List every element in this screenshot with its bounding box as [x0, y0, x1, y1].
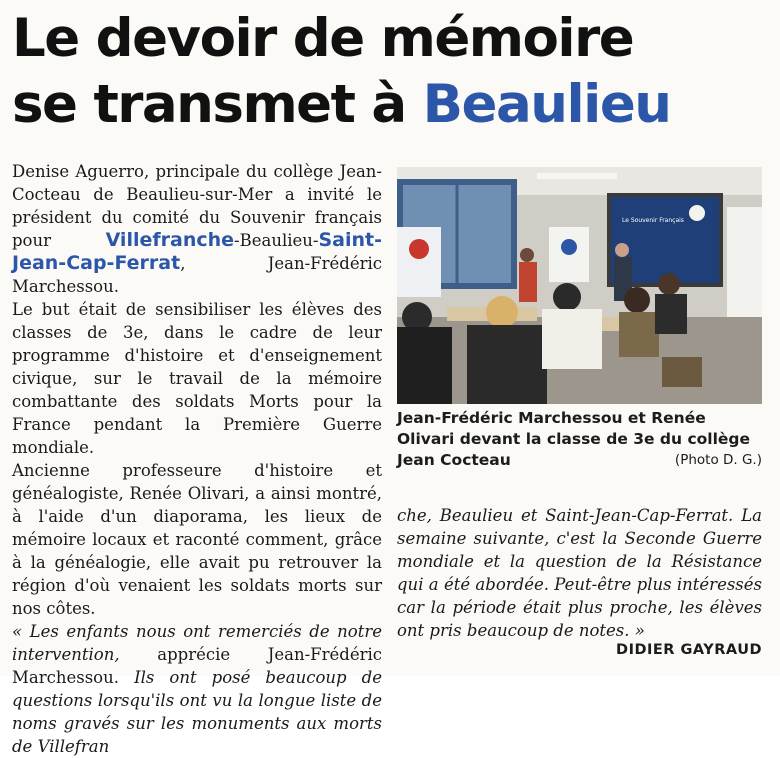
classroom-photo	[397, 167, 762, 404]
article-left-column	[12, 160, 382, 758]
intro-text-mid: -Beaulieu-	[234, 231, 319, 250]
quote-text-2: Ils ont posé beaucoup de questions lorsqu'ils ont vu la longue liste de noms gravés sur les monuments aux morts de Villefran	[12, 668, 382, 756]
intro-text-2: , Jean-Frédéric Marchessou.	[12, 254, 382, 296]
intro-text-1: Denise Aguerro, principale du collège Jean-Cocteau de Beaulieu-sur-Mer a invité le président du comité du Souvenir français pour	[12, 162, 382, 250]
byline: DIDIER GAYRAUD	[616, 642, 762, 658]
screen-title: Le Souvenir Français	[622, 217, 684, 224]
headline	[12, 6, 772, 138]
place-saint-jean-cap-ferrat: Saint-Jean-Cap-Ferrat	[12, 229, 382, 274]
intro-paragraph	[12, 160, 382, 298]
headline-line-2-prefix: se transmet à	[12, 74, 423, 135]
quote-paragraph	[12, 620, 382, 758]
quote-attribution: apprécie Jean-Frédéric Marchessou.	[12, 645, 382, 687]
photo-credit: (Photo D. G.)	[674, 452, 762, 468]
paragraph-2: Le but était de sensibiliser les élèves des classes de 3e, dans le cadre de leur programme d'histoire et d'enseignement civique, sur le travail de la mémoire combattante des soldats Morts pour la France pendant la Première Guerre mondiale.	[12, 300, 382, 457]
place-villefranche: Villefranche	[105, 229, 235, 251]
paragraph-3: Ancienne professeure d'histoire et généalogiste, Renée Olivari, a ainsi montré, à l'aide d'un diaporama, les lieux de mémoire locaux et raconté comment, grâce à la généalogie, elle avait pu retrouver la région d'où venaient les soldats morts sur nos côtes.	[12, 461, 382, 618]
caption-text: Jean-Frédéric Marchessou et Renée Olivari devant la classe de 3e du collège Jean Cocteau	[397, 409, 751, 469]
classroom-photo-illustration	[397, 167, 762, 404]
quote-continuation: che, Beaulieu et Saint-Jean-Cap-Ferrat. La semaine suivante, c'est la Seconde Guerre mondiale et la question de la Résistance qui a été abordée. Peut-être plus intéressés car la période était plus proche, les élèves ont pris beaucoup de notes. »	[397, 506, 762, 640]
photo-caption	[397, 408, 762, 471]
headline-line-1: Le devoir de mémoire	[12, 8, 634, 69]
headline-place: Beaulieu	[422, 74, 671, 135]
quote-text-1: « Les enfants nous ont remerciés de notre intervention,	[12, 622, 382, 664]
